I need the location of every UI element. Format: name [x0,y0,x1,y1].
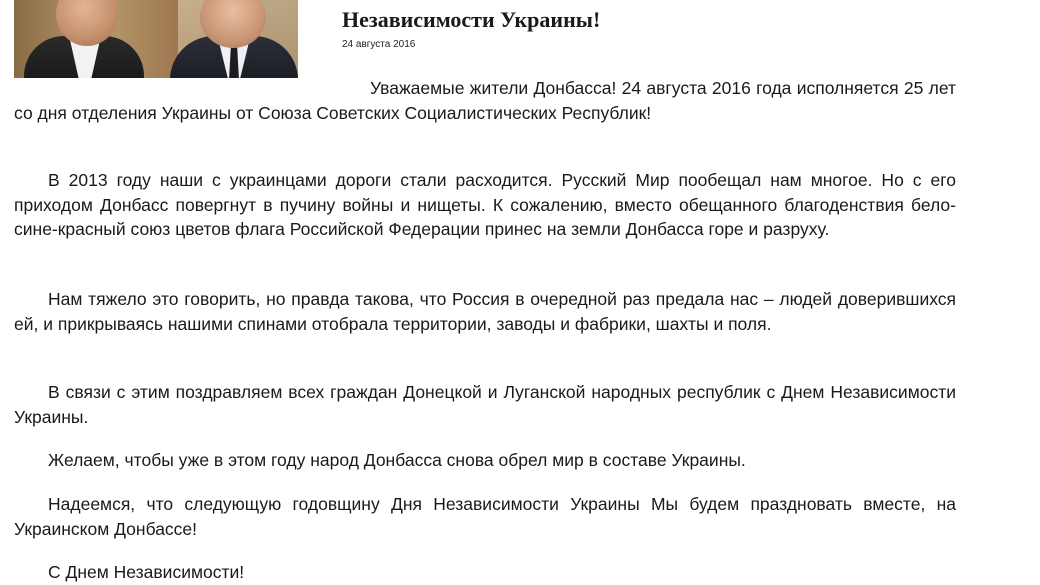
paragraph-7: С Днем Независимости! [48,562,245,582]
paragraph-3: Нам тяжело это говорить, но правда такова, что Россия в очередной раз предала нас – людей доверившихся ей, и прикрываясь нашими спинами отобрала территории, заводы и фабрики, шахты и поля. [14,289,956,334]
paragraph-2: В 2013 году наши с украинцами дороги стали расходится. Русский Мир пообещал нам многое. Но с его приходом Донбасс повергнут в пучину войны и нищеты. К сожалению, вместо обещанного благоденствия бело-сине-красный союз цветов флага Российской Федерации принес на земли Донбасса горе и разруху. [14,170,956,239]
header-photo [14,0,298,78]
article-date: 24 августа 2016 [342,39,416,50]
article-heading: Независимости Украины! [342,7,601,32]
paragraph-5: Желаем, чтобы уже в этом году народ Донбасса снова обрел мир в составе Украины. [48,450,746,470]
paragraph-6: Надеемся, что следующую годовщину Дня Независимости Украины Мы будем праздновать вместе, на Украинском Донбассе! [14,494,956,539]
paragraph-4: В связи с этим поздравляем всех граждан Донецкой и Луганской народных республик с Днем Независимости Украины. [14,382,956,427]
paragraph-1: Уважаемые жители Донбасса! 24 августа 2016 года исполняется 25 лет со дня отделения Украины от Союза Советских Социалистических Республик! [14,78,956,123]
